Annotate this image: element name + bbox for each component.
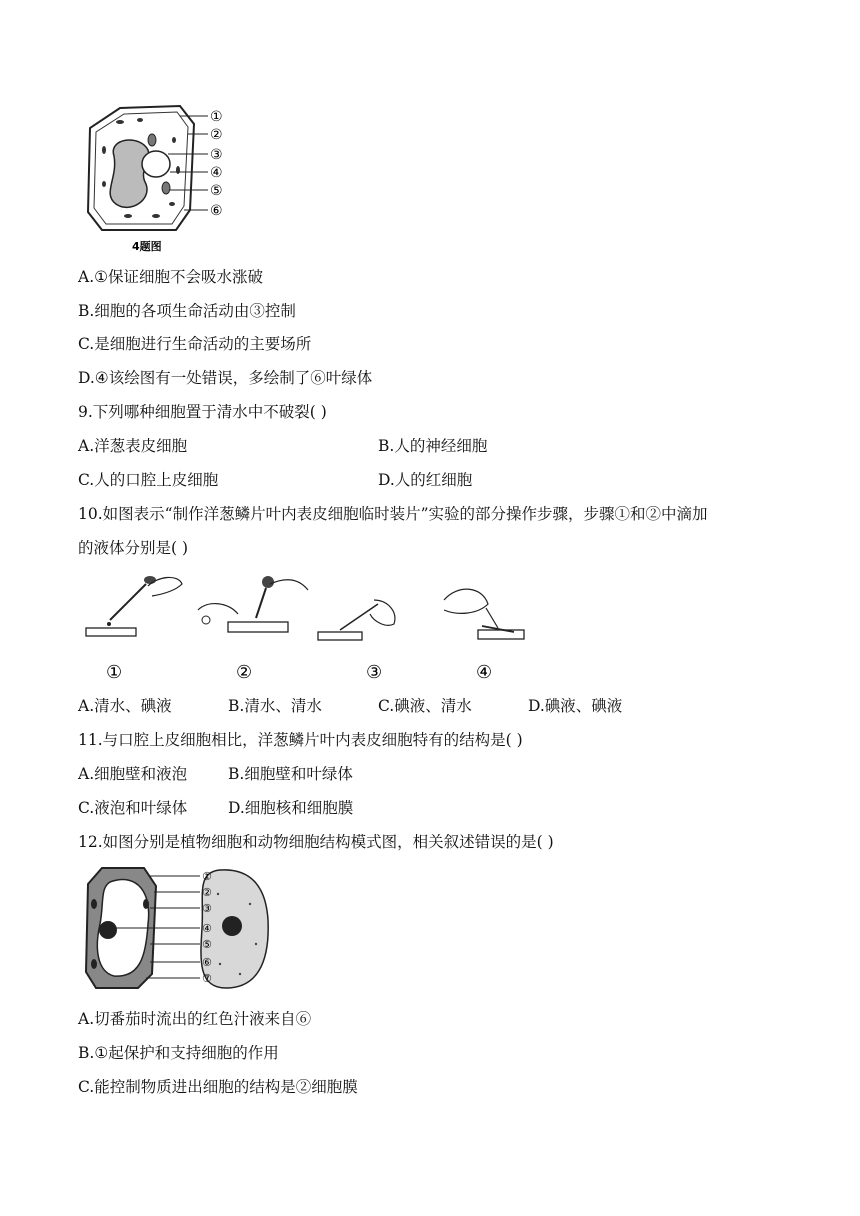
q12-option-c: C.能控制物质进出细胞的结构是②细胞膜: [78, 1078, 358, 1096]
q12-option-b: B.①起保护和支持细胞的作用: [78, 1044, 279, 1062]
step-label-4: ④: [476, 662, 493, 683]
fig12-label-6: ⑥: [202, 956, 212, 969]
step2-dropper-illustration: [198, 576, 308, 632]
q9-stem: 9.下列哪种细胞置于清水中不破裂( ): [78, 403, 327, 421]
fig4-label-5: ⑤: [210, 183, 223, 199]
q11-option-b: B.细胞壁和叶绿体: [228, 765, 353, 783]
fig4-label-3: ③: [210, 147, 223, 163]
fig12-label-3: ③: [202, 902, 212, 915]
fig4-label-1: ①: [210, 109, 223, 125]
fig4-label-2: ②: [210, 127, 223, 143]
fig12-label-5: ⑤: [202, 938, 212, 951]
q10-stem-line1: 10.如图表示“制作洋葱鳞片叶内表皮细胞临时装片”实验的部分操作步骤，步骤①和②中滴加: [78, 505, 708, 523]
fig12-label-1: ①: [202, 870, 212, 883]
q11-option-c: C.液泡和叶绿体: [78, 799, 188, 817]
step-label-3: ③: [366, 662, 383, 683]
step1-dropper-illustration: [86, 576, 182, 636]
q11-option-a: A.细胞壁和液泡: [78, 765, 188, 783]
q10-option-c: C.碘液、清水: [378, 697, 472, 715]
figure-12-plant-animal-cells: [80, 864, 280, 994]
q12-option-a: A.切番茄时流出的红色汁液来自⑥: [78, 1010, 312, 1028]
q9-option-d: D.人的红细胞: [378, 471, 473, 489]
fig4-label-6: ⑥: [210, 203, 223, 219]
fig4-label-4: ④: [210, 165, 223, 181]
fig12-label-7: ⑦: [202, 972, 212, 985]
q8-option-a: A.①保证细胞不会吸水涨破: [78, 268, 264, 286]
fig4-caption: 4题图: [132, 240, 162, 253]
q11-option-d: D.细胞核和细胞膜: [228, 799, 354, 817]
q8-option-b: B.细胞的各项生命活动由③控制: [78, 302, 296, 320]
q10-option-b: B.清水、清水: [228, 697, 322, 715]
figure-4-plant-cell: [80, 100, 230, 260]
plant-cell-diagram: [80, 100, 230, 260]
q9-option-b: B.人的神经细胞: [378, 437, 488, 455]
q9-option-c: C.人的口腔上皮细胞: [78, 471, 219, 489]
step-label-2: ②: [236, 662, 253, 683]
figure-10-steps: [78, 570, 538, 685]
fig12-label-4: ④: [202, 922, 212, 935]
q10-stem-line2: 的液体分别是( ): [78, 539, 189, 557]
step4-coverslip-illustration: [444, 589, 524, 639]
fig12-label-2: ②: [202, 886, 212, 899]
q11-stem: 11.与口腔上皮细胞相比，洋葱鳞片叶内表皮细胞特有的结构是( ): [78, 731, 523, 749]
q10-option-a: A.清水、碘液: [78, 697, 172, 715]
step3-tweezers-illustration: [318, 600, 395, 640]
q9-option-a: A.洋葱表皮细胞: [78, 437, 188, 455]
step-label-1: ①: [106, 662, 123, 683]
q10-option-d: D.碘液、碘液: [528, 697, 623, 715]
q8-option-d: D.④该绘图有一处错误，多绘制了⑥叶绿体: [78, 369, 373, 387]
q12-stem: 12.如图分别是植物细胞和动物细胞结构模式图，相关叙述错误的是( ): [78, 833, 554, 851]
q8-option-c: C.是细胞进行生命活动的主要场所: [78, 335, 312, 353]
